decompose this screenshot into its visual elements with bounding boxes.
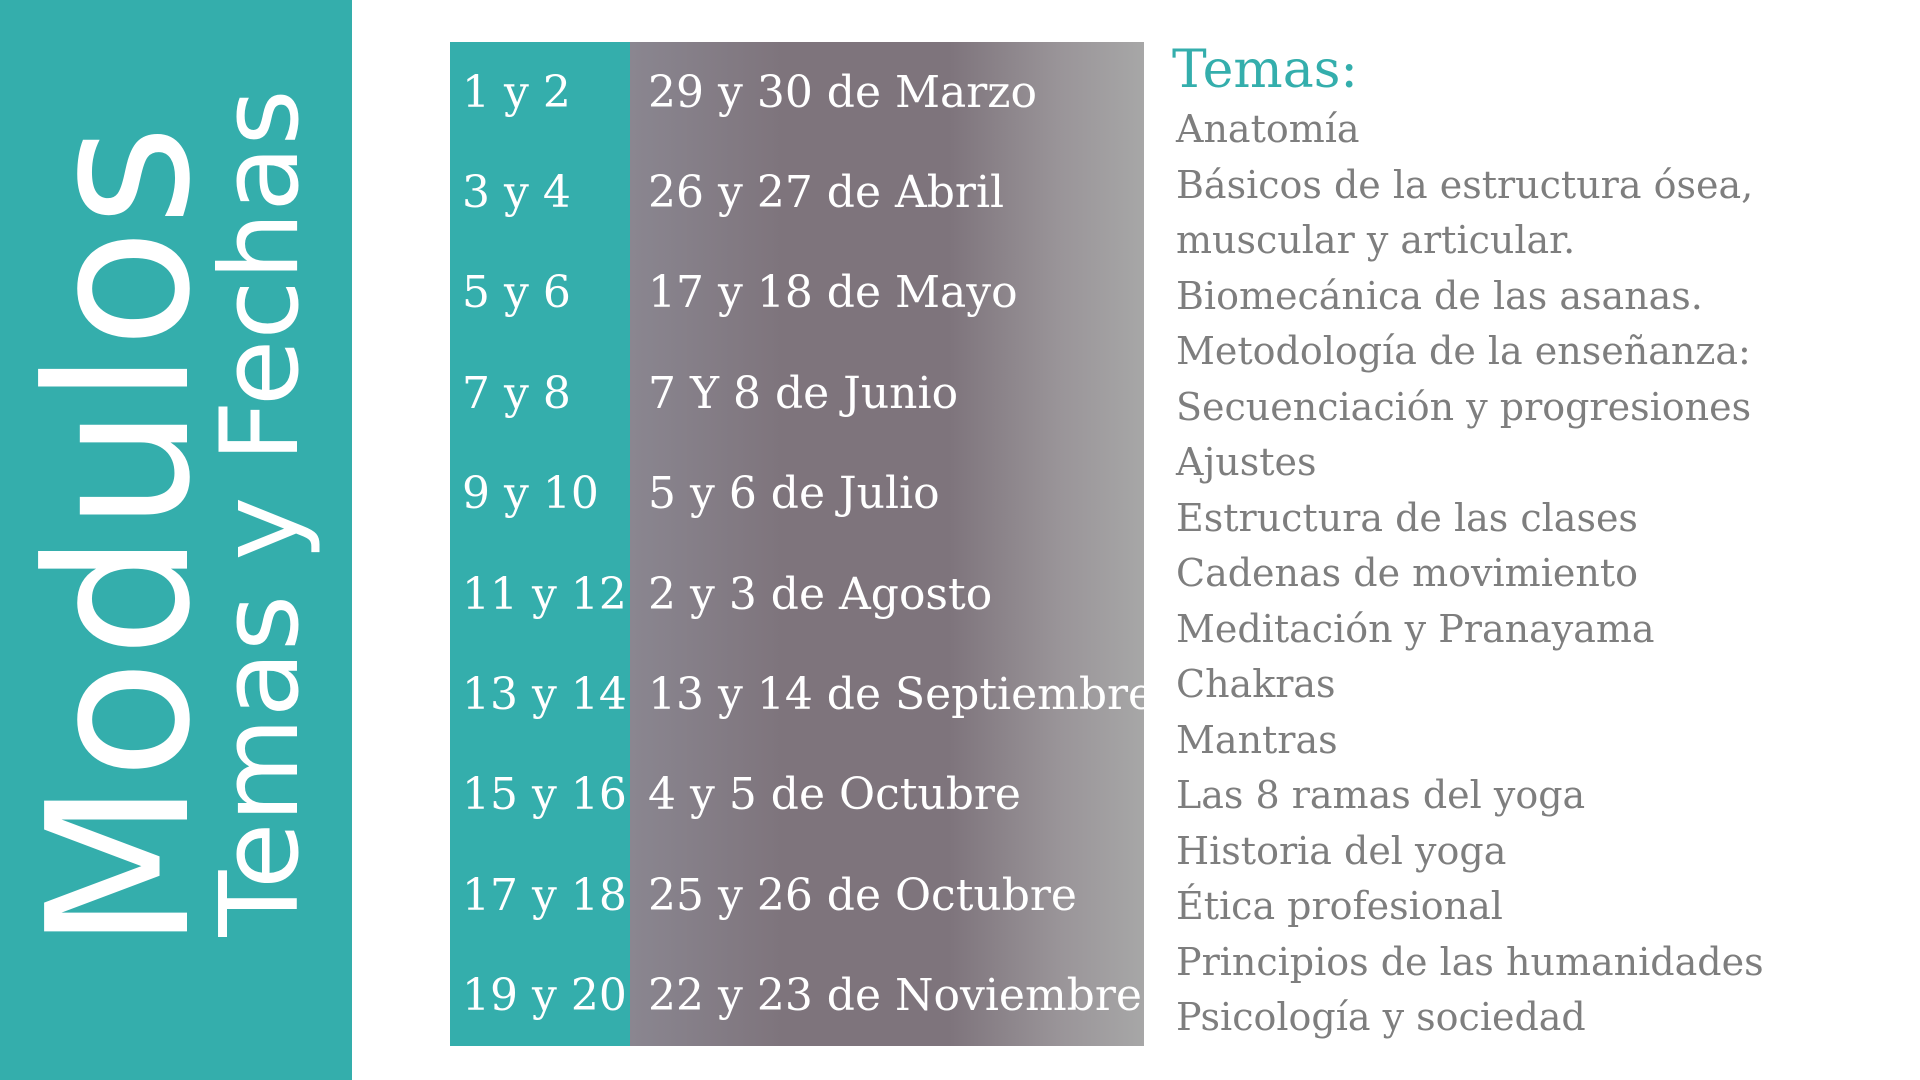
topic-item: Psicología y sociedad	[1176, 995, 1586, 1039]
topics-list	[1170, 102, 1900, 1046]
module-cell: 5 y 6	[462, 267, 571, 319]
topic-item: Chakras	[1176, 662, 1336, 706]
topic-item: Biomecánica de las asanas.	[1176, 273, 1703, 318]
modules-column	[450, 42, 630, 1046]
module-cell: 11 y 12	[462, 568, 627, 620]
module-cell: 13 y 14	[462, 669, 627, 721]
date-cell: 29 y 30 de Marzo	[648, 66, 1037, 118]
topic-item: Metodología de la enseñanza:	[1176, 329, 1751, 373]
topic-item: Mantras	[1176, 717, 1338, 762]
module-cell: 3 y 4	[462, 167, 571, 219]
date-cell: 13 y 14 de Septiembre	[648, 669, 1155, 721]
topic-item: Meditación y Pranayama	[1176, 606, 1655, 651]
module-cell: 9 y 10	[462, 468, 599, 520]
date-cell: 5 y 6 de Julio	[648, 468, 940, 520]
banner-title: Modulos	[6, 122, 234, 951]
date-cell: 17 y 18 de Mayo	[648, 267, 1018, 319]
topic-item: Secuenciación y progresiones	[1176, 384, 1752, 429]
dates-column	[630, 42, 1155, 1046]
date-cell: 4 y 5 de Octubre	[648, 769, 1021, 821]
topic-item: muscular y articular.	[1176, 218, 1576, 262]
date-cell: 25 y 26 de Octubre	[648, 869, 1077, 921]
module-cell: 1 y 2	[462, 66, 571, 118]
date-cell: 26 y 27 de Abril	[648, 167, 1005, 219]
module-cell: 17 y 18	[462, 869, 627, 921]
topic-item: Principios de las humanidades	[1176, 939, 1764, 984]
topic-item: Estructura de las clases	[1176, 495, 1638, 540]
topic-item: Ética profesional	[1176, 884, 1503, 928]
topic-item: Cadenas de movimiento	[1176, 551, 1638, 595]
side-title	[6, 89, 323, 951]
topic-item: Historia del yoga	[1176, 828, 1507, 873]
topic-item: Anatomía	[1176, 107, 1360, 151]
topic-item: Ajustes	[1176, 440, 1317, 484]
module-cell: 15 y 16	[462, 769, 627, 821]
schedule-table	[450, 42, 1155, 1046]
module-cell: 7 y 8	[462, 367, 571, 419]
topics-panel	[1170, 38, 1900, 1046]
side-banner	[0, 0, 352, 1080]
date-cell: 22 y 23 de Noviembre	[648, 970, 1142, 1022]
topic-item: Básicos de la estructura ósea,	[1176, 162, 1754, 207]
date-cell: 2 y 3 de Agosto	[648, 568, 993, 620]
topics-heading: Temas:	[1172, 40, 1358, 100]
topic-item: Las 8 ramas del yoga	[1176, 773, 1586, 817]
date-cell: 7 Y 8 de Junio	[648, 367, 959, 419]
module-cell: 19 y 20	[462, 970, 627, 1022]
banner-subtitle: Temas y Fechas	[198, 89, 323, 937]
